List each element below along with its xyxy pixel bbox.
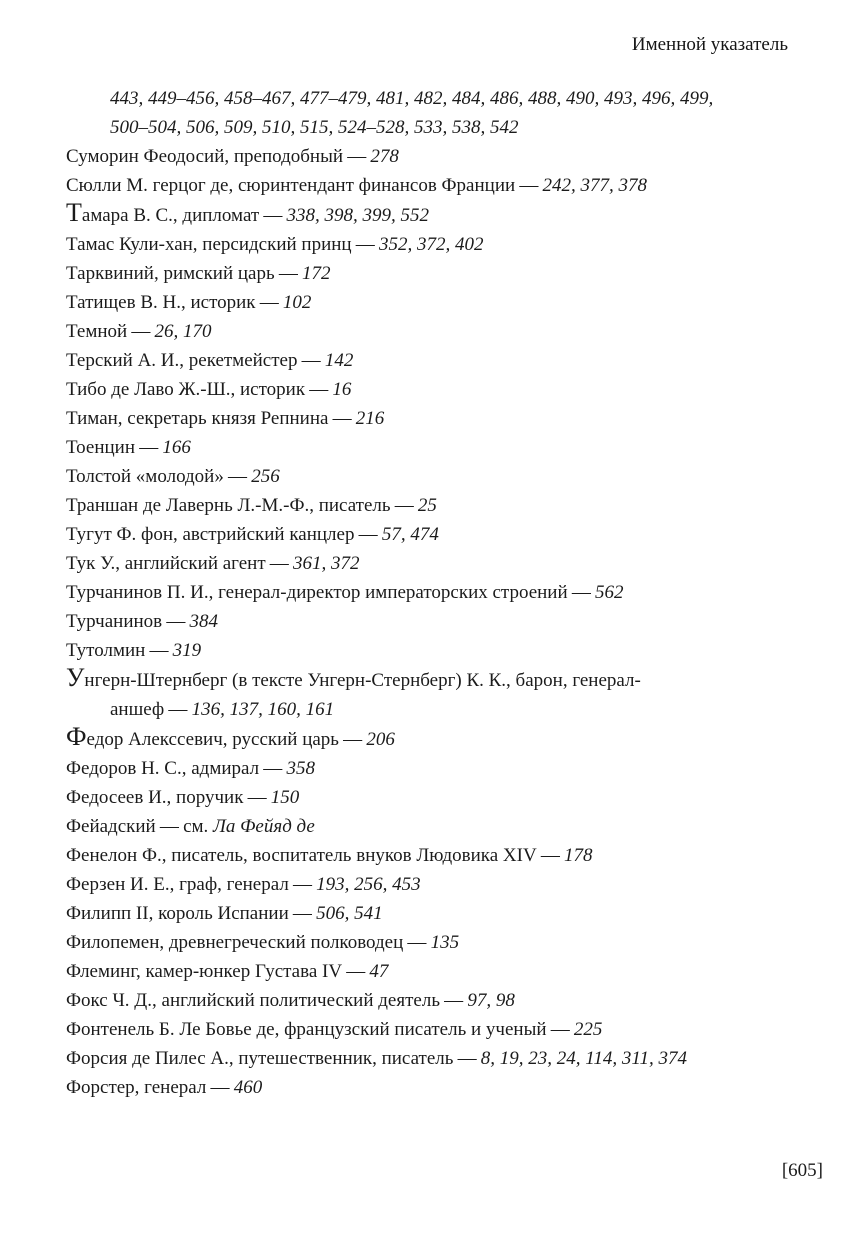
dash-separator: — [358,524,378,545]
entry-name: Тутолмин [66,640,146,661]
index-entry [66,665,792,724]
index-entry [66,171,792,200]
entry-pages: 319 [172,640,202,661]
index-entry [66,957,792,986]
dash-separator: — [343,729,363,750]
entry-pages: 460 [233,1077,263,1098]
entry-pages: 8, 19, 23, 24, 114, 311, 374 [480,1048,687,1069]
entry-pages: 26, 170 [154,321,212,342]
entry-pages: 562 [594,582,624,603]
entry-pages: 338, 398, 399, 552 [286,205,430,226]
entry-name: Терский А. И., рекетмейстер [66,350,298,371]
page-number: [605] [781,1160,823,1181]
dash-separator: — [407,932,427,953]
dash-separator: — [263,758,283,779]
dash-separator: — [394,495,414,516]
entry-name: Татищев В. Н., историк [66,292,256,313]
continuation-line-1: 443, 449–456, 458–467, 477–479, 481, 482, 484, 486, 488, 490, 493, 496, 499, [110,88,714,109]
entry-name: Форсия де Пилес А., путешественник, писатель [66,1048,454,1069]
entry-name-wrapped: аншеф [110,699,165,720]
entry-pages: 358 [286,758,315,779]
entry-pages: 193, 256, 453 [316,874,421,895]
dash-separator: — [269,553,289,574]
index-entry [66,433,792,462]
entry-name: Турчанинов П. И., генерал-директор императорских строений [66,582,568,603]
dash-separator: — [247,787,267,808]
index-entry [66,724,792,754]
entry-pages: 225 [573,1019,603,1040]
index-entry [66,549,792,578]
dash-separator: — [301,350,321,371]
entry-pages: 136, 137, 160, 161 [191,699,335,720]
entry-name: Фокс Ч. Д., английский политический деятель [66,990,440,1011]
entry-name: Филопемен, древнегреческий полководец [66,932,404,953]
entry-name: Фейадский [66,816,156,837]
dash-separator: — [263,205,283,226]
index-entry [66,928,792,957]
entry-name: Сюлли М. герцог де, сюринтендант финансов Франции [66,175,516,196]
entry-name: Тук У., английский агент [66,553,266,574]
index-entry [66,520,792,549]
index-entry [66,899,792,928]
entry-pages: 150 [270,787,300,808]
index-entry [66,986,792,1015]
entry-pages: 216 [355,408,385,429]
index-entry [66,317,792,346]
entry-name: Турчанинов [66,611,163,632]
dash-separator: — [259,292,279,313]
index-entry [66,578,792,607]
entry-name: Филипп II, король Испании [66,903,289,924]
entry-pages: 361, 372 [292,553,360,574]
section-initial-letter: Ф [66,722,87,751]
index-entry [66,462,792,491]
entry-name: Тарквиний, римский царь [66,263,275,284]
index-entry [66,200,792,230]
entry-name: нгерн-Штернберг (в тексте Унгерн-Стернберг) К. К., барон, генерал- [84,670,641,691]
index-entry [66,607,792,636]
dash-separator: — [355,234,375,255]
entry-pages: 135 [430,932,460,953]
entry-pages: 278 [370,146,399,167]
running-header: Именной указатель [631,34,788,55]
entry-pages: 178 [564,845,593,866]
dash-separator: — [278,263,298,284]
entry-pages: 506, 541 [316,903,383,924]
dash-separator: — [346,961,366,982]
dash-separator: — [131,321,151,342]
dash-separator: — [159,816,179,837]
index-list [66,142,792,1102]
dash-separator: — [292,903,312,924]
dash-separator: — [149,640,169,661]
dash-separator: — [292,874,312,895]
see-reference-prefix: см. [183,816,209,837]
entry-name: едор Алекссевич, русский царь [86,729,339,750]
entry-name: Тибо де Лаво Ж.-Ш., историк [66,379,306,400]
see-reference-target: Ла Фейяд де [213,816,315,837]
entry-pages: 142 [324,350,354,371]
index-entry [66,754,792,783]
dash-separator: — [444,990,464,1011]
entry-name: Ферзен И. Е., граф, генерал [66,874,289,895]
entry-name: Траншан де Лавернь Л.-М.-Ф., писатель [66,495,391,516]
dash-separator: — [166,611,186,632]
entry-pages: 352, 372, 402 [378,234,484,255]
index-entry [66,375,792,404]
entry-name: Фенелон Ф., писатель, воспитатель внуков Людовика XIV [66,845,537,866]
index-entry [66,1015,792,1044]
dash-separator: — [210,1077,230,1098]
entry-pages: 102 [282,292,312,313]
index-entry [66,870,792,899]
entry-name: амара В. С., дипломат [81,205,260,226]
entry-name: Тамас Кули-хан, персидский принц [66,234,352,255]
entry-name: Темной [66,321,128,342]
entry-continuation-pages [66,84,792,142]
entry-pages: 25 [417,495,437,516]
index-entry [66,1044,792,1073]
entry-name: Форстер, генерал [66,1077,207,1098]
index-entry [66,636,792,665]
section-initial-letter: Т [66,198,82,227]
entry-pages: 16 [332,379,352,400]
dash-separator: — [457,1048,477,1069]
dash-separator: — [309,379,329,400]
entry-name: Тоенцин [66,437,136,458]
entry-pages: 384 [189,611,218,632]
entry-pages: 57, 474 [381,524,439,545]
index-entry [66,783,792,812]
entry-pages: 256 [251,466,280,487]
index-entry [66,259,792,288]
entry-name: Фонтенель Б. Ле Бовье де, французский писатель и ученый [66,1019,547,1040]
dash-separator: — [332,408,352,429]
entry-pages: 166 [162,437,191,458]
entry-name: Флеминг, камер-юнкер Густава IV [66,961,343,982]
entry-name: Тиман, секретарь князя Репнина [66,408,329,429]
dash-separator: — [168,699,188,720]
entry-pages: 97, 98 [467,990,515,1011]
entry-name: Федоров Н. С., адмирал [66,758,260,779]
index-entry [66,841,792,870]
index-entry [66,142,792,171]
dash-separator: — [519,175,539,196]
section-initial-letter: У [66,663,85,692]
entry-name: Суморин Феодосий, преподобный [66,146,344,167]
index-entry [66,288,792,317]
index-entry [66,1073,792,1102]
dash-separator: — [139,437,159,458]
continuation-line-2: 500–504, 506, 509, 510, 515, 524–528, 533, 538, 542 [110,117,519,138]
index-entry [66,404,792,433]
index-content [66,84,792,1102]
entry-pages: 172 [302,263,331,284]
index-entry [66,491,792,520]
entry-name: Федосеев И., поручик [66,787,244,808]
entry-pages: 47 [369,961,389,982]
entry-pages: 206 [366,729,395,750]
dash-separator: — [540,845,560,866]
dash-separator: — [347,146,367,167]
entry-name: Толстой «молодой» [66,466,224,487]
entry-name: Тугут Ф. фон, австрийский канцлер [66,524,355,545]
index-entry [66,346,792,375]
index-entry [66,812,792,841]
dash-separator: — [228,466,248,487]
dash-separator: — [571,582,591,603]
entry-pages: 242, 377, 378 [542,175,648,196]
dash-separator: — [550,1019,570,1040]
index-entry [66,230,792,259]
